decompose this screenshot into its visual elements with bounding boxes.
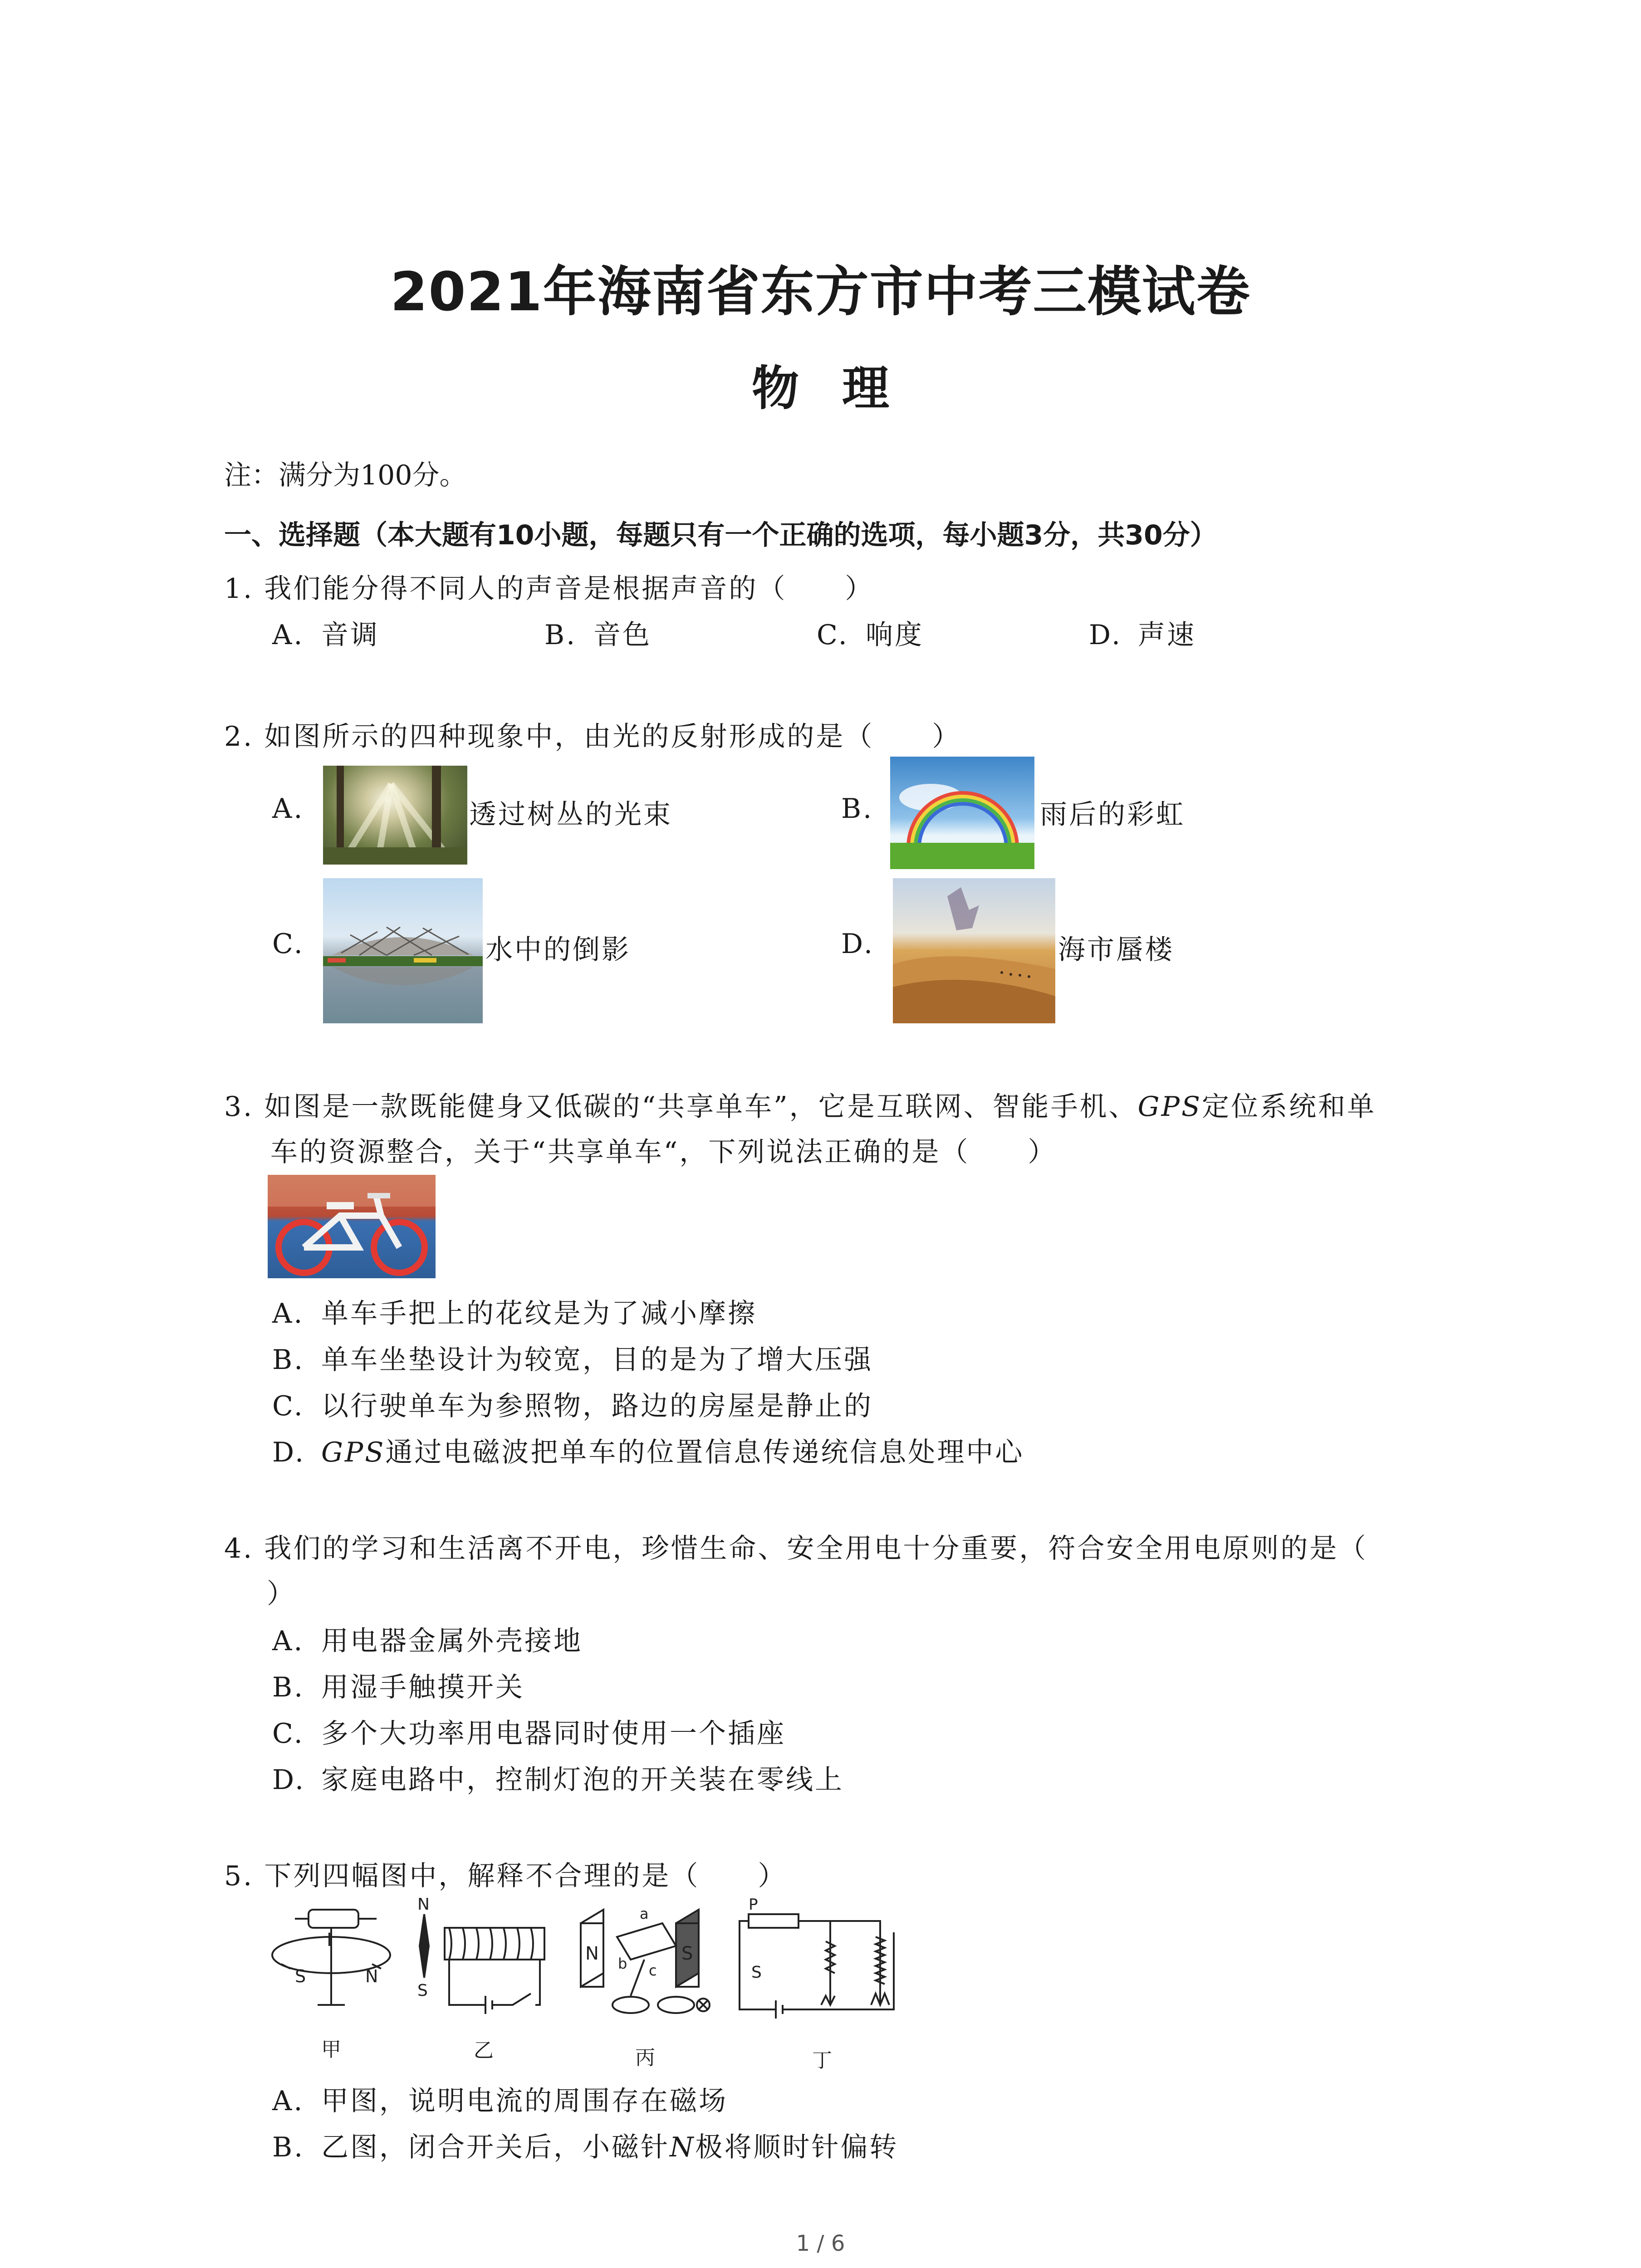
option-text-pre: 乙图，闭合开关后，小磁针 [321, 2131, 670, 2163]
option-letter: A. [272, 2085, 304, 2117]
q3-option-a [272, 1292, 757, 1331]
question-4-line-2: ） [267, 1578, 296, 1610]
rainbow-icon [890, 757, 1034, 869]
birds-nest-reflection-image [323, 878, 483, 1023]
mirage-icon [893, 878, 1055, 1023]
score-note: 注：满分为100分。 [224, 459, 467, 491]
option-letter: A. [272, 1298, 304, 1330]
figure-caption-yi: 乙 [474, 2039, 494, 2062]
option-text: 单车坐垫设计为较宽，目的是为了增大压强 [321, 1344, 873, 1376]
question-4-line-1: 4. 我们的学习和生活离不开电，珍惜生命、安全用电十分重要，符合安全用电原则的是（ [224, 1533, 1368, 1564]
option-text: 家庭电路中，控制灯泡的开关装在零线上 [321, 1764, 844, 1796]
question-3-line-2: 车的资源整合，关于“共享单车“，下列说法正确的是（ ） [270, 1136, 1057, 1168]
option-text: 音调 [321, 619, 379, 651]
label-N-jia: N [365, 1966, 378, 1986]
stadium-reflection-icon [323, 878, 483, 1023]
option-text-post: 极将顺时针偏转 [695, 2131, 899, 2163]
q2-text-c: 水中的倒影 [485, 934, 631, 966]
option-text: 用湿手触摸开关 [321, 1672, 524, 1703]
question-5-stem: 5. 下列四幅图中，解释不合理的是（ ） [224, 1860, 787, 1892]
question-3-line-1 [224, 1085, 1376, 1124]
figure-caption-bing: 丙 [635, 2046, 655, 2069]
q2-letter-a: A. [272, 793, 304, 825]
question-1-stem: 1. 我们能分得不同人的声音是根据声音的（ ） [224, 573, 874, 605]
label-N-bing: N [585, 1943, 599, 1964]
mirage-desert-image [893, 878, 1055, 1023]
q1-option-c [817, 613, 924, 652]
figure-ding-electromagnets [740, 1914, 894, 2019]
q5-physics-diagrams [268, 1896, 912, 2068]
q2-text-a: 透过树丛的光束 [469, 799, 672, 831]
figure-caption-jia: 甲 [321, 2038, 341, 2061]
compass-needle-icon [420, 1914, 429, 1978]
label-b: b [618, 1955, 627, 1972]
subject-title: 物理 [751, 361, 932, 416]
q5-option-b [272, 2126, 899, 2165]
rainbow-image [890, 757, 1034, 869]
q3-option-c [272, 1384, 873, 1423]
shared-bike-image [268, 1175, 436, 1278]
option-letter: D. [272, 1437, 306, 1468]
label-current-I: I [327, 1930, 332, 1950]
question-2-stem: 2. 如图所示的四种现象中，由光的反射形成的是（ ） [224, 721, 961, 753]
option-letter: B. [544, 619, 577, 651]
option-letter: A. [272, 619, 304, 651]
q4-option-a [272, 1619, 583, 1658]
gps-term: GPS [1137, 1091, 1202, 1123]
option-text: 用电器金属外壳接地 [321, 1625, 583, 1657]
q2-letter-c: C. [272, 928, 304, 960]
option-text: 通过电磁波把单车的位置信息传递统信息处理中心 [385, 1437, 1024, 1468]
label-S-jia: S [295, 1966, 306, 1986]
q1-option-b [544, 613, 652, 652]
label-S-ding: S [751, 1963, 762, 1982]
q4-option-d [272, 1758, 844, 1797]
option-letter: C. [272, 1718, 304, 1750]
label-a: a [640, 1905, 649, 1922]
exam-title: 2021年海南省东方市中考三模试卷 [390, 260, 1251, 323]
q3-option-b [272, 1338, 873, 1377]
q2-text-d: 海市蜃楼 [1058, 934, 1174, 966]
page-number: 1 / 6 [796, 2231, 845, 2256]
option-text: 多个大功率用电器同时使用一个插座 [321, 1718, 786, 1750]
option-text: 单车手把上的花纹是为了减小摩擦 [321, 1298, 757, 1330]
q4-option-b [272, 1666, 524, 1705]
label-P: P [749, 1896, 758, 1914]
figure-yi-solenoid [445, 1928, 544, 2014]
section-heading: 一、选择题（本大题有10小题，每题只有一个正确的选项，每小题3分，共30分） [224, 519, 1217, 551]
figure-jia-oersted [272, 1910, 390, 2005]
option-letter: B. [272, 1672, 305, 1703]
q1-option-d [1089, 613, 1196, 652]
option-letter: B. [272, 1344, 305, 1376]
q5-option-a [272, 2079, 728, 2118]
q3-line1-post: 定位系统和单 [1202, 1091, 1376, 1123]
forest-light-beams-image [323, 766, 467, 865]
option-text: 音色 [593, 619, 652, 651]
option-text: 响度 [866, 619, 924, 651]
q4-option-c [272, 1712, 786, 1751]
q2-text-b: 雨后的彩虹 [1040, 799, 1185, 831]
label-S-bing: S [681, 1943, 693, 1964]
label-S-needle: S [417, 1981, 428, 2000]
label-c: c [649, 1962, 657, 1979]
figure-caption-ding: 丁 [812, 2049, 832, 2072]
option-text: 声速 [1138, 619, 1196, 651]
q3-line1-pre: 3. 如图是一款既能健身又低碳的“共享单车”，它是互联网、智能手机、 [224, 1091, 1138, 1123]
option-letter: C. [817, 619, 849, 651]
bicycle-icon [268, 1175, 436, 1278]
option-letter: D. [272, 1764, 306, 1796]
forest-sunbeam-icon [323, 766, 467, 865]
q2-letter-d: D. [841, 928, 875, 960]
gps-term: GPS [321, 1437, 386, 1468]
option-letter: B. [272, 2131, 305, 2163]
q1-option-a [272, 613, 379, 652]
option-text: 甲图，说明电流的周围存在磁场 [321, 2085, 728, 2117]
north-pole-term: N [670, 2131, 696, 2163]
label-N-needle: N [417, 1896, 430, 1914]
q2-letter-b: B. [841, 793, 874, 825]
q3-option-d [272, 1431, 1024, 1470]
option-letter: D. [1089, 619, 1122, 651]
option-letter: C. [272, 1390, 304, 1422]
option-text: 以行驶单车为参照物，路边的房屋是静止的 [321, 1390, 873, 1422]
option-letter: A. [272, 1625, 304, 1657]
